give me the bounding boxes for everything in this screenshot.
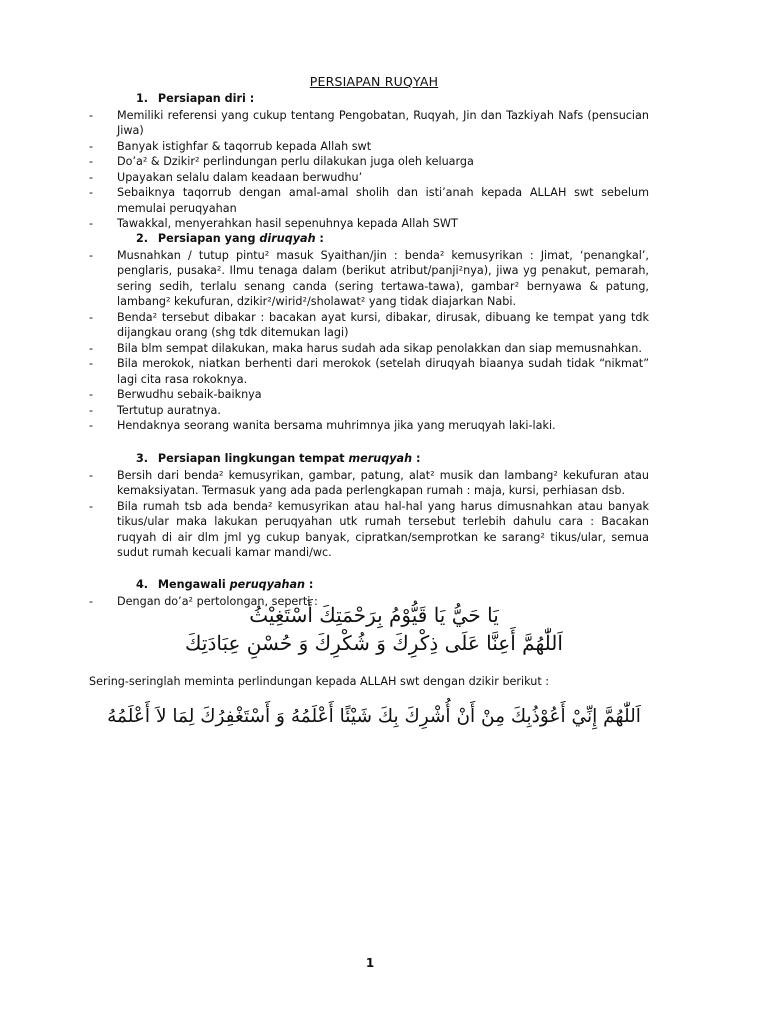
bullet-list [0,248,768,434]
section-persiapan-diri [0,91,768,232]
dzikir-intro-text: Sering-seringlah meminta perlindungan kepada ALLAH swt dengan dzikir berikut : [89,675,550,688]
dash-bullet: - [89,419,94,432]
list-item: - Bila merokok, niatkan berhenti dari merokok (setelah diruqyah biaanya sudah tidak “nikmat” lagi cita rasa rokoknya. [89,357,649,386]
list-item: - Bersih dari benda² kemusyrikan, gambar, patung, alat² musik dan lambang² kekufuran atau kemaksiyatan. Termasuk yang ada pada perlengkapan rumah : maja, kursi, perhiasan dsb. [89,468,649,497]
bullet-list [0,108,768,232]
dash-bullet: - [89,341,94,355]
dash-bullet: - [89,217,94,230]
section-persiapan-diruqyah [0,231,768,434]
section-number: 2. [136,232,149,245]
dash-bullet: - [89,139,94,153]
section-title: Persiapan diri : [157,92,255,105]
list-item: - Berwudhu sebaik-baiknya [89,388,262,401]
arabic-prayer-line: يَا حَيُّ يَا قَيُّوْمُ بِرَحْمَتِكَ أَسْتَغِيْثُ [249,603,499,627]
list-item: - Dengan do’a² pertolongan, seperti : [89,594,318,608]
bullet-list [0,468,768,561]
dash-bullet: - [89,310,94,324]
section-heading: 3. Persiapan lingkungan tempat meruqyah : [136,452,421,465]
list-item: - Sebaiknya taqorrub dengan amal-amal sholih dan isti’anah kepada ALLAH swt sebelum memulai peruqyahan [89,186,649,215]
document-title: PERSIAPAN RUQYAH [309,74,439,89]
list-item: - Musnahkan / tutup pintu² masuk Syaithan/jin : benda² kemusyrikan : Jimat, ‘penangkal’, penglaris, pusaka². Ilmu tenaga dalam (berikut atribut/panji²nya), jiwa yg penakut, pemarah, sering sedih, terlalu senang canda (sering tertawa-tawa), gambar² bernyawa & patung, lambang² kekufuran, dzikir²/wirid²/sholawat² yang tidak diajarkan Nabi. [89,248,649,308]
section-number: 1. [136,92,149,105]
list-item: - Tertutup auratnya. [89,403,221,417]
dash-bullet: - [89,468,94,482]
dash-bullet: - [89,108,94,122]
dash-bullet: - [89,594,94,608]
page-number: 1 [365,956,375,970]
dash-bullet: - [89,170,94,184]
list-item: - Hendaknya seorang wanita bersama muhrimnya jika yang meruqyah laki-laki. [89,419,556,432]
list-item: - Benda² tersebut dibakar : bacakan ayat kursi, dibakar, dirusak, dibuang ke tempat yang tdk dijangkau orang (shg tdk ditemukan lagi) [89,310,649,339]
section-number: 3. [136,452,149,465]
dash-bullet: - [89,403,94,417]
dash-bullet: - [89,186,94,199]
section-title: Persiapan lingkungan tempat [157,452,349,465]
section-number: 4. [136,578,149,591]
section-title: Mengawali [157,578,230,591]
dash-bullet: - [89,357,94,370]
section-heading: 2. Persiapan yang diruqyah : [136,232,324,245]
section-title-emphasis: meruqyah [348,452,413,465]
list-item: - Bila rumah tsb ada benda² kemusyrikan atau hal-hal yang harus dimusnahkan atau banyak tikus/ular maka lakukan peruqyahan utk rumah tersebut terlebih dahulu cara : Bacakan ruqyah di air dlm jml yg cukup banyak, cipratkan/semprotkan ke sarang² tikus/ular, semua sudut rumah kecuali kamar mandi/wc. [89,499,649,559]
arabic-prayer-line: اَللّٰهُمَّ أَعِنَّا عَلَى ذِكْرِكَ وَ شُكْرِكَ وَ حُسْنِ عِبَادَتِكَ [185,631,563,655]
list-item: - Upayakan selalu dalam keadaan berwudhu’ [89,170,363,184]
section-title: Persiapan yang [157,232,260,245]
list-item: - Memiliki referensi yang cukup tentang Pengobatan, Ruqyah, Jin dan Tazkiyah Nafs (pensucian Jiwa) [89,108,649,137]
section-title-emphasis: peruqyahan [229,578,306,591]
list-item: - Banyak istighfar & taqorrub kepada Allah swt [89,139,372,153]
dash-bullet: - [89,388,94,401]
dash-bullet: - [89,499,94,513]
arabic-dzikir-line: اَللّٰهُمَّ إِنِّيْ أَعُوْذُبِكَ مِنْ أَنْ أُشْرِكَ بِكَ شَيْئًا أَعْلَمُهُ وَ أَسْتَغْفِرُكَ لِمَا لاَ أَعْلَمُهُ [107,706,641,727]
dash-bullet: - [89,155,94,168]
list-item: - Do’a² & Dzikir² perlindungan perlu dilakukan juga oleh keluarga [89,155,474,168]
section-heading: 4. Mengawali peruqyahan : [136,578,314,591]
list-item: - Bila blm sempat dilakukan, maka harus sudah ada sikap penolakkan dan siap memusnahkan. [89,341,642,355]
dash-bullet: - [89,248,94,262]
list-item: - Tawakkal, menyerahkan hasil sepenuhnya kepada Allah SWT [89,217,458,230]
section-heading [0,91,768,107]
section-title-emphasis: diruqyah [259,232,316,245]
section-persiapan-lingkungan [0,451,768,561]
